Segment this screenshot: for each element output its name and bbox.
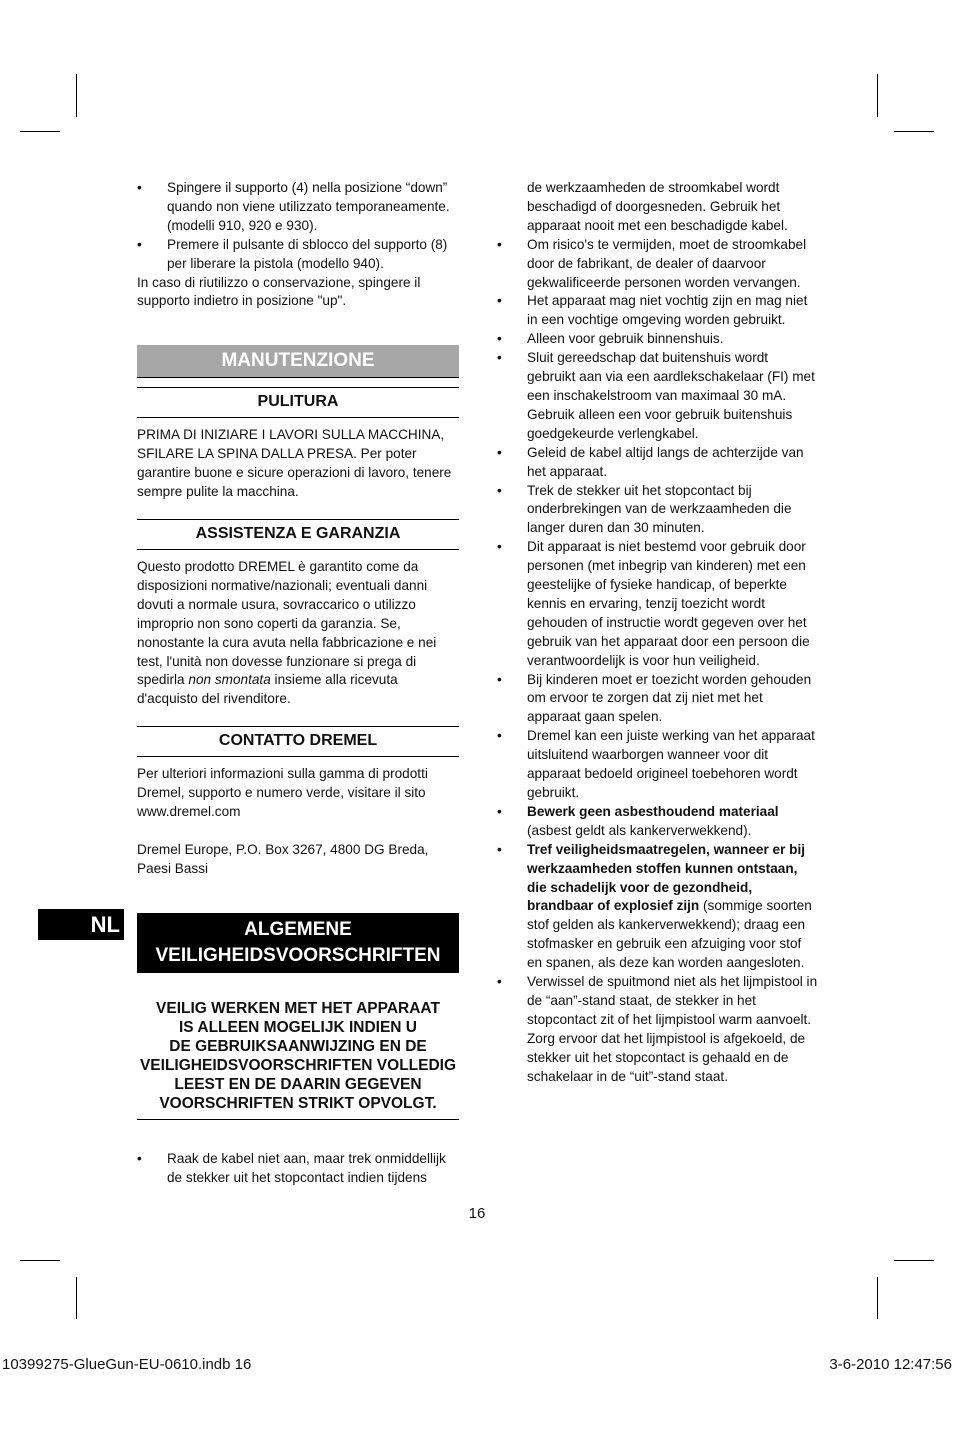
list-item: • Premere il pulsante di sblocco del supporto (8) per liberare la pistola (modello 940). bbox=[137, 236, 448, 271]
nl-bullet-list bbox=[137, 1150, 459, 1188]
footer-file-info: 10399275-GlueGun-EU-0610.indb 16 bbox=[2, 1356, 252, 1373]
contatto-address: Dremel Europe, P.O. Box 3267, 4800 DG Breda, Paesi Bassi bbox=[137, 841, 429, 876]
list-item: • Alleen voor gebruik binnenshuis. bbox=[497, 331, 724, 347]
intro-bullet-list bbox=[137, 179, 459, 274]
crop-mark bbox=[877, 74, 878, 117]
list-item: • Trek de stekker uit het stopcontact bij onderbrekingen van de werkzaamheden die langer duren dan 30 minuten. bbox=[497, 482, 792, 536]
list-item: • Tref veiligheidsmaatregelen, wanneer er bij werkzaamheden stoffen kunnen ontstaan, die schadelijk voor de gezondheid, brandbaar of explosief zijn (sommige soorten stof gelden als kankerverwekkend); draag een stofmasker en gebruik een afzuiging voor stof en spanen, als deze kan worden aangesloten. bbox=[497, 841, 812, 971]
crop-mark bbox=[894, 131, 934, 132]
list-item: • Verwissel de spuitmond niet als het lijmpistool in de “aan”-stand staat, de stekker in het stopcontact zit of het lijmpistool warm aanvoelt. Zorg ervoor dat het lijmpistool is afgekoeld, de stekker uit het stopcontact is gehaald en de schakelaar in de “uit”-stand staat. bbox=[497, 974, 818, 1084]
crop-mark bbox=[877, 1277, 878, 1319]
subheading-contatto: CONTATTO DREMEL bbox=[137, 726, 459, 757]
subheading-assistenza: ASSISTENZA E GARANZIA bbox=[137, 519, 459, 550]
right-bullet-list bbox=[497, 236, 819, 1087]
list-item: • Raak de kabel niet aan, maar trek onmiddellijk de stekker uit het stopcontact indien tijdens bbox=[137, 1150, 446, 1185]
pulitura-text: PRIMA DI INIZIARE I LAVORI SULLA MACCHINA, SFILARE LA SPINA DALLA PRESA. Per poter garantire buone e sicure operazioni di lavoro, tenere sempre pulite la macchina. bbox=[137, 427, 452, 500]
list-item: • Bewerk geen asbesthoudend materiaal (asbest geldt als kankerverwekkend). bbox=[497, 803, 779, 838]
language-tab: NL bbox=[38, 909, 124, 940]
assistenza-text: Questo prodotto DREMEL è garantito come da disposizioni normative/nazionali; eventuali danni dovuti a normale usura, sovraccarico o utilizzo improprio non sono coperti da garanzia. Se, nonostante la cura avuta nella fabbricazione e nei test, l'unità non dovesse funzionare si prega di spedirla non smontata insieme alla ricevuta d'acquisto del rivenditore. bbox=[137, 558, 437, 707]
section-heading-algemene: ALGEMENE VEILIGHEIDSVOORSCHRIFTEN bbox=[137, 913, 459, 973]
crop-mark bbox=[20, 1260, 60, 1261]
section-heading-manutenzione: MANUTENZIONE bbox=[137, 345, 459, 378]
warning-text: VEILIG WERKEN MET HET APPARAAT IS ALLEEN MOGELIJK INDIEN U DE GEBRUIKSAANWIJZING EN DE VEILIGHEIDSVOORSCHRIFTEN VOLLEDIG LEEST EN DE DAARIN GEGEVEN VOORSCHRIFTEN STRIKT OPVOLGT. bbox=[137, 999, 459, 1120]
list-item: • Dit apparaat is niet bestemd voor gebruik door personen (met inbegrip van kinderen) met een geestelijke of fysieke handicap, of beperkte kennis en ervaring, tenzij toezicht wordt gehouden of instructie wordt gegeven over het gebruik van het apparaat door een persoon die verantwoordelijk is voor hun veiligheid. bbox=[497, 539, 810, 668]
crop-mark bbox=[76, 74, 77, 117]
list-item: • Bij kinderen moet er toezicht worden gehouden om ervoor te zorgen dat zij niet met het apparaat gaan spelen. bbox=[497, 671, 812, 725]
intro-text: In caso di riutilizzo o conservazione, spingere il supporto indietro in posizione "up". bbox=[137, 274, 421, 309]
continuation-text: de werkzaamheden de stroomkabel wordt beschadigd of doorgesneden. Gebruik het apparaat nooit met een beschadigde kabel. bbox=[527, 180, 788, 233]
contatto-text: Per ulteriori informazioni sulla gamma di prodotti Dremel, supporto e numero verde, visitare il sito www.dremel.com bbox=[137, 766, 428, 820]
list-item: • Geleid de kabel altijd langs de achterzijde van het apparaat. bbox=[497, 444, 804, 479]
crop-mark bbox=[76, 1277, 77, 1319]
left-column bbox=[137, 179, 459, 1188]
list-item: • Het apparaat mag niet vochtig zijn en mag niet in een vochtige omgeving worden gebruikt. bbox=[497, 293, 808, 328]
list-item: • Spingere il supporto (4) nella posizione “down” quando non viene utilizzato temporaneamente. (modelli 910, 920 e 930). bbox=[137, 180, 450, 233]
page-number: 16 bbox=[468, 1205, 486, 1222]
list-item: • Dremel kan een juiste werking van het apparaat uitsluitend waarborgen wanneer voor dit apparaat bedoeld origineel toebehoren wordt gebruikt. bbox=[497, 728, 815, 800]
crop-mark bbox=[20, 131, 60, 132]
list-item: • Sluit gereedschap dat buitenshuis wordt gebruikt aan via een aardlekschakelaar (FI) met een inschakelstroom van maximaal 30 mA. Gebruik alleen een voor gebruik buitenshuis goedgekeurde verlengkabel. bbox=[497, 350, 815, 441]
right-column bbox=[497, 179, 819, 1087]
subheading-pulitura: PULITURA bbox=[137, 387, 459, 418]
crop-mark bbox=[894, 1260, 934, 1261]
list-item: • Om risico's te vermijden, moet de stroomkabel door de fabrikant, de dealer of daarvoor gekwalificeerde personen worden vervangen. bbox=[497, 236, 807, 290]
footer-timestamp: 3-6-2010 12:47:56 bbox=[829, 1356, 952, 1373]
